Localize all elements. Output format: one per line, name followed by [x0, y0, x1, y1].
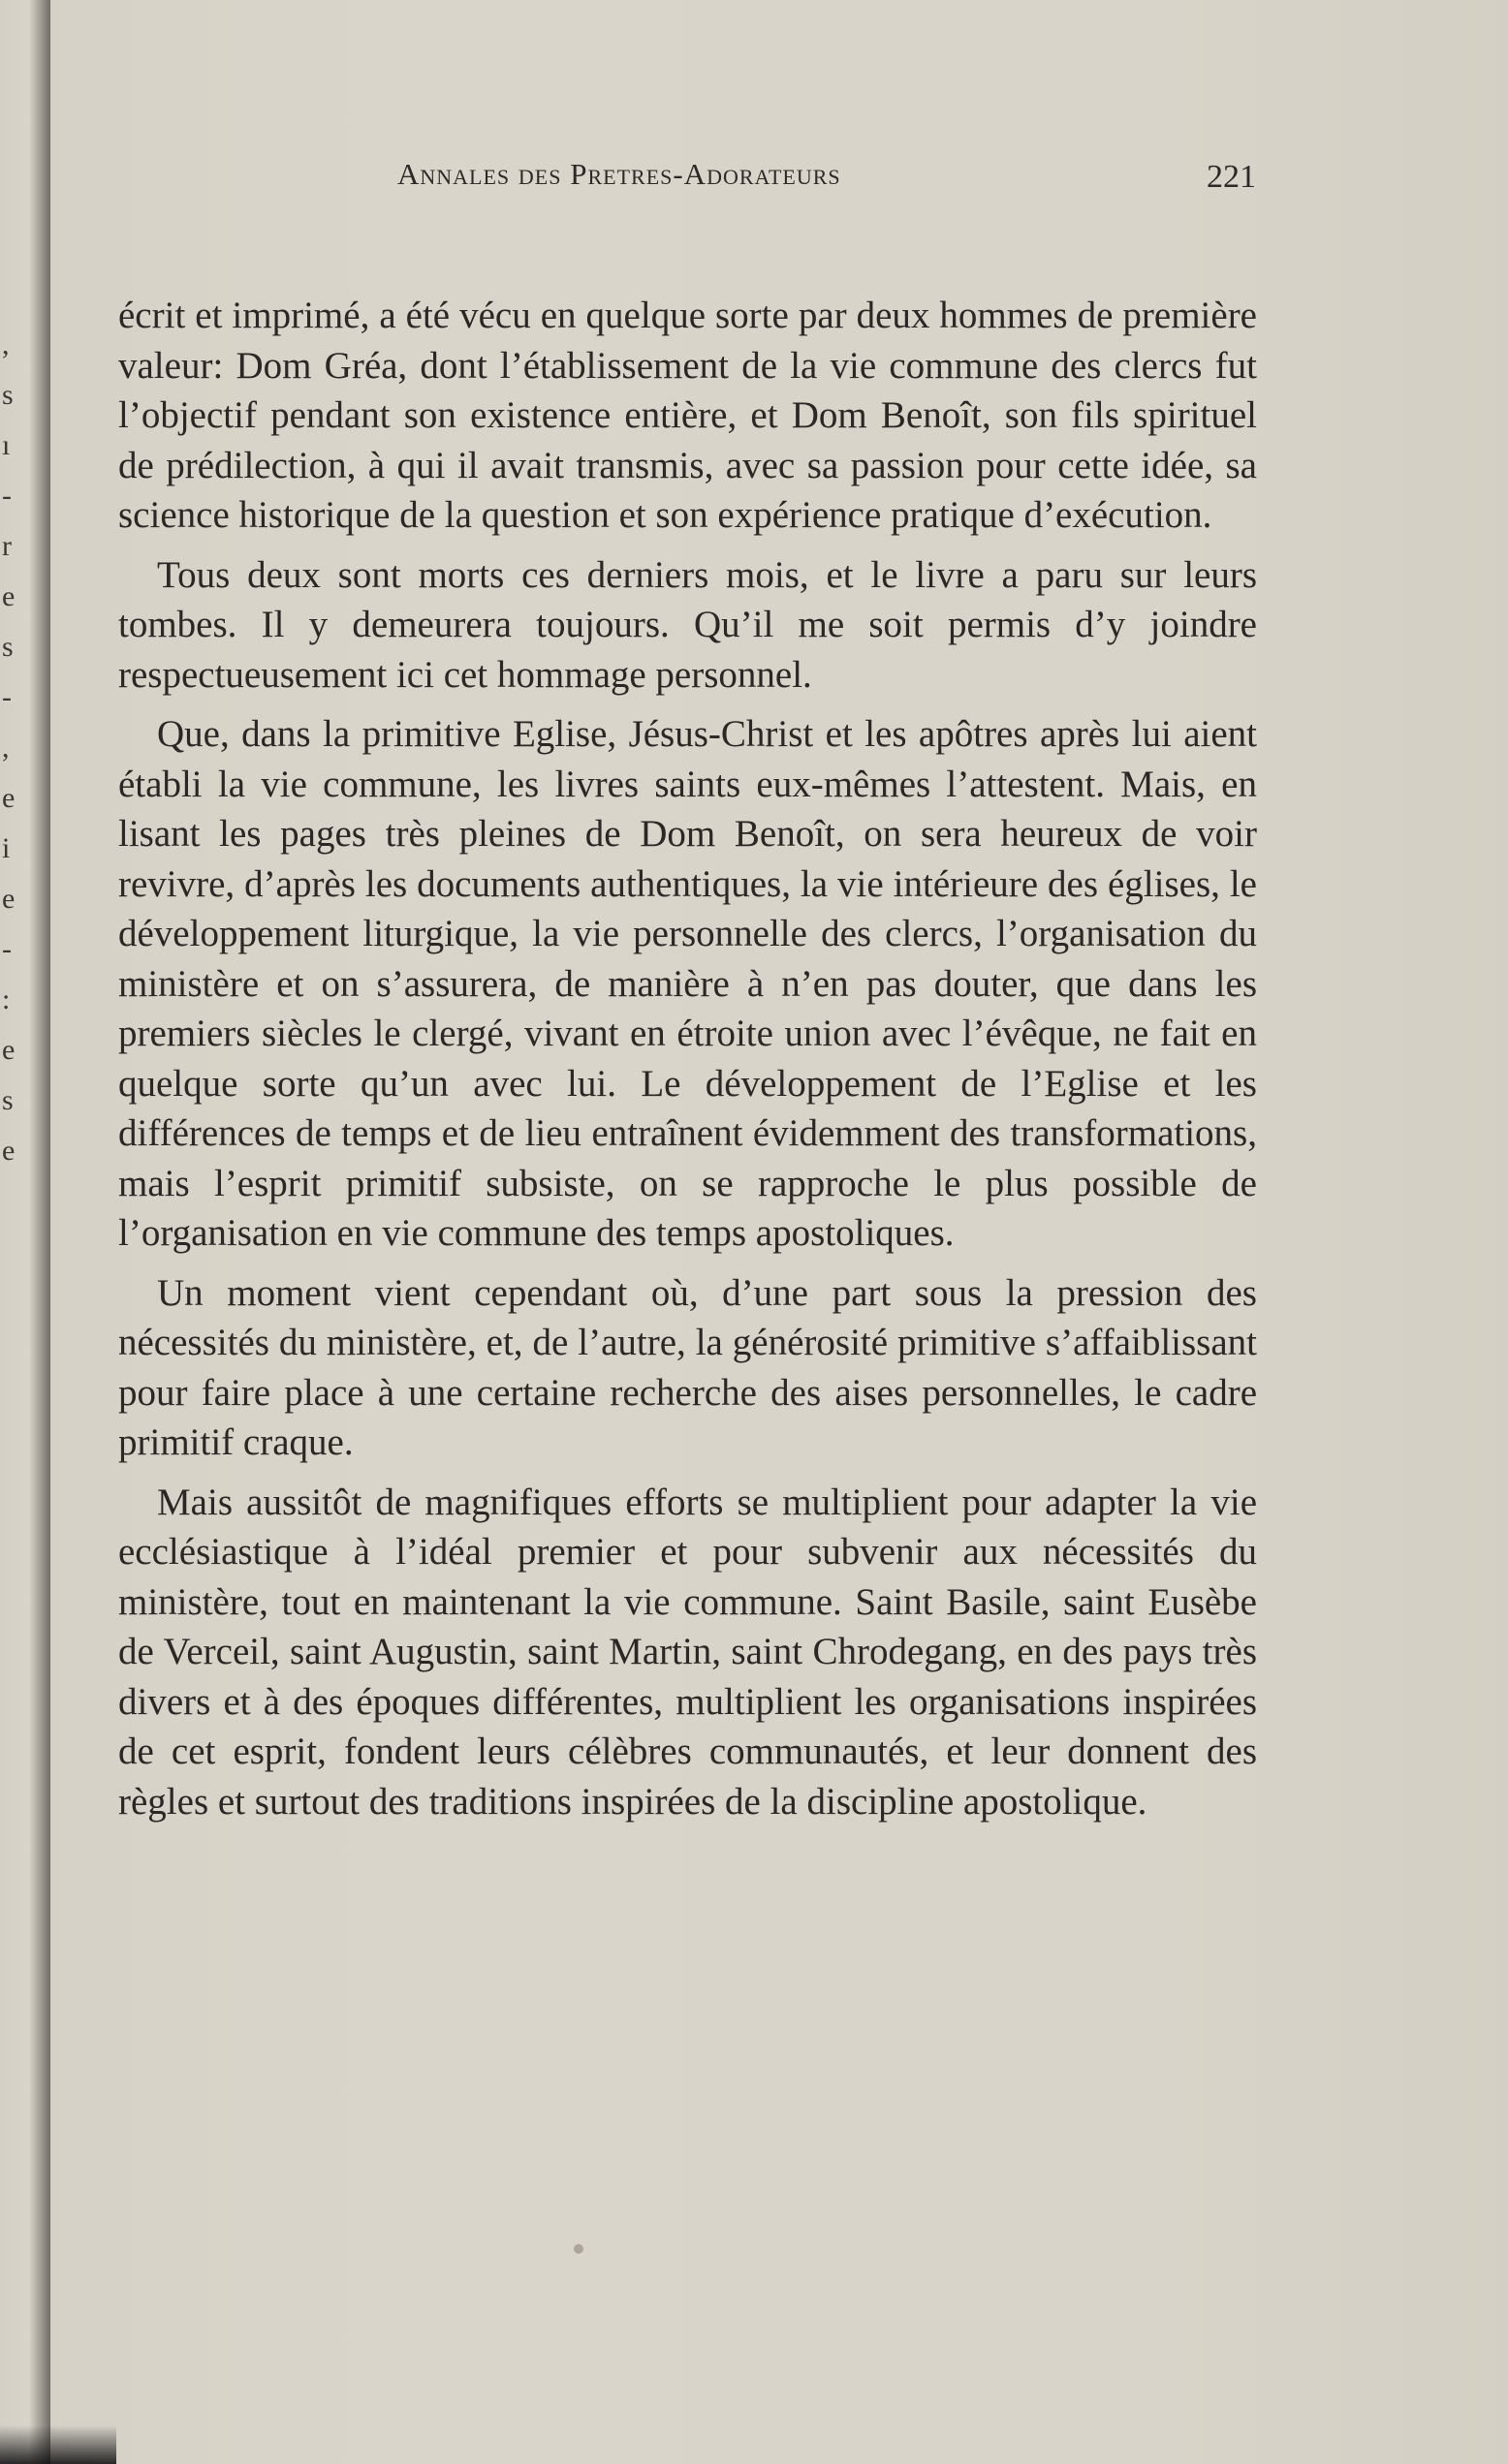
paragraph-1: écrit et imprimé, a été vécu en quelque sorte par deux hommes de première valeur: Dom Gréa, dont l’établissement de la vie commune des clercs fut l’objectif pendant son existence entière, et Dom Benoît, son fils spirituel de prédilection, à qui il avait transmis, avec sa passion pour cette idée, sa science historique de la question et son expérience pratique d’exécution.	[118, 295, 1257, 536]
page-header	[397, 157, 1270, 205]
running-title: Annales des Pretres-Adorateurs	[397, 157, 841, 191]
previous-page-edge-marks: , s ı - r e s - , e i e - : e s e	[2, 328, 16, 1167]
paragraph-5: Mais aussitôt de magnifiques efforts se multiplient pour adapter la vie ecclésiastique à l’idéal premier et pour subvenir aux nécessités du ministère, tout en maintenant la vie commune. Saint Basile, saint Eusèbe de Verceil, saint Augustin, saint Martin, saint Chrodegang, en des pays très divers et à des époques différentes, multiplient les organisations inspirées de cet esprit, fondent leurs célèbres communautés, et leur donnent des règles et surtout des traditions inspirées de la discipline apostolique.	[118, 1481, 1257, 1823]
page-number: 221	[1207, 159, 1256, 195]
paragraph-2: Tous deux sont morts ces derniers mois, et le livre a paru sur leurs tombes. Il y demeurera toujours. Qu’il me soit permis d’y joindre respectueusement ici cet hommage personnel.	[118, 553, 1257, 696]
paper-speck	[574, 2244, 583, 2254]
paragraph-3: Que, dans la primitive Eglise, Jésus-Christ et les apôtres après lui aient établi la vie commune, les livres saints eux-mêmes l’attestent. Mais, en lisant les pages très pleines de Dom Benoît, on sera heureux de voir revivre, d’après les documents authentiques, la vie intérieure des églises, le développement liturgique, la vie personnelle des clercs, l’organisation du ministère et on s’assurera, de manière à n’en pas douter, que dans les premiers siècles le clergé, vivant en étroite union avec l’évêque, ne fait en quelque sorte qu’un avec lui. Le développement de l’Eglise et les différences de temps et de lieu entraînent évidemment des transformations, mais l’esprit primitif subsiste, on se rapproche le plus possible de l’organisation en vie commune des temps apostoliques.	[118, 713, 1257, 1254]
paragraph-4: Un moment vient cependant où, d’une part sous la pression des nécessités du ministère, et, de l’autre, la générosité primitive s’affaiblissant pour faire place à une certaine recherche des aises personnelles, le cadre primitif craque.	[118, 1271, 1257, 1463]
bottom-corner-shadow	[0, 2425, 116, 2464]
body-text	[118, 291, 1257, 1836]
